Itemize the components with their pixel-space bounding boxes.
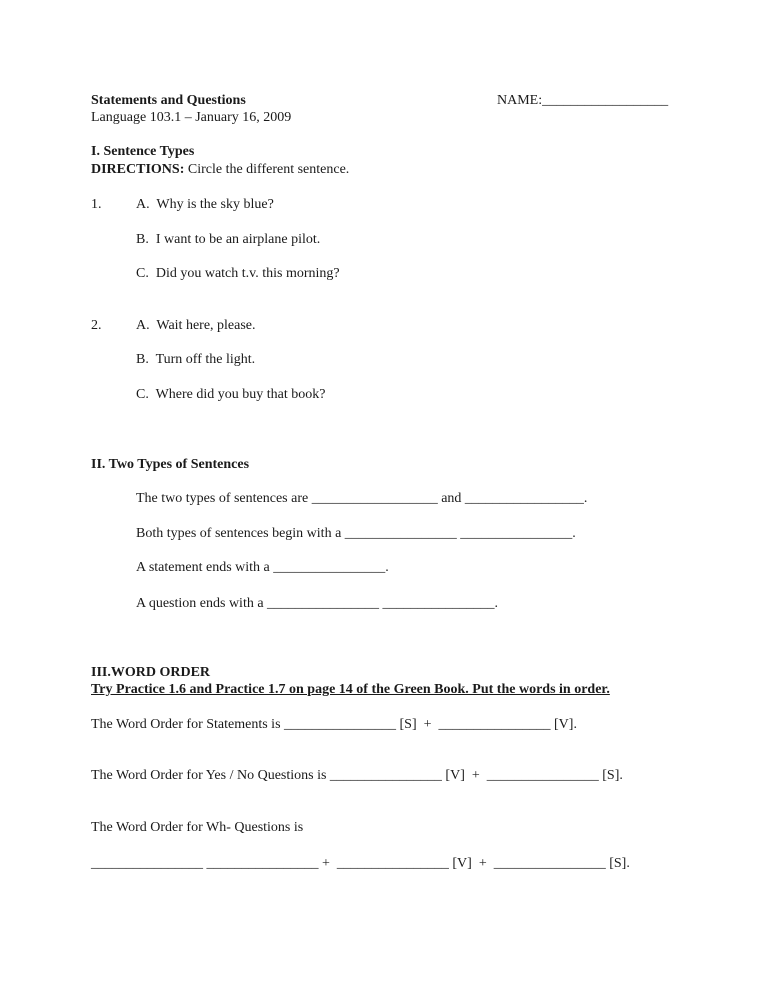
fill-in-line: A statement ends with a ________________. (136, 560, 389, 575)
question-option: A. Why is the sky blue? (136, 197, 274, 212)
section-3-heading: III.WORD ORDER (91, 665, 211, 680)
section-3-instruction: Try Practice 1.6 and Practice 1.7 on page 14 of the Green Book. Put the words in order. (91, 682, 610, 697)
fill-in-line: A question ends with a ________________ ________________. (136, 596, 499, 611)
page-title: Statements and Questions (91, 93, 246, 108)
word-order-line: The Word Order for Statements is ________________ [S] + ________________ [V]. (91, 717, 577, 732)
question-number: 1. (91, 197, 102, 212)
directions-text: Circle the different sentence. (184, 162, 350, 177)
question-option: B. I want to be an airplane pilot. (136, 232, 321, 247)
question-option: C. Did you watch t.v. this morning? (136, 266, 340, 281)
fill-in-line: The two types of sentences are __________________ and _________________. (136, 491, 588, 506)
word-order-line: The Word Order for Wh- Questions is (91, 820, 304, 835)
section-2-heading: II. Two Types of Sentences (91, 457, 250, 472)
section-1-heading: I. Sentence Types (91, 144, 195, 159)
directions (91, 161, 349, 178)
question-option: C. Where did you buy that book? (136, 387, 326, 402)
question-number: 2. (91, 318, 102, 333)
fill-in-line: Both types of sentences begin with a ________________ ________________. (136, 526, 576, 541)
directions-label: DIRECTIONS: (91, 162, 185, 177)
word-order-line: The Word Order for Yes / No Questions is ________________ [V] + ________________ [S]. (91, 768, 623, 783)
page-subtitle: Language 103.1 – January 16, 2009 (91, 110, 292, 125)
question-option: B. Turn off the light. (136, 352, 256, 367)
word-order-line: ________________ ________________ + ________________ [V] + ________________ [S]. (91, 856, 630, 871)
name-field: NAME:__________________ (497, 93, 669, 108)
question-option: A. Wait here, please. (136, 318, 256, 333)
